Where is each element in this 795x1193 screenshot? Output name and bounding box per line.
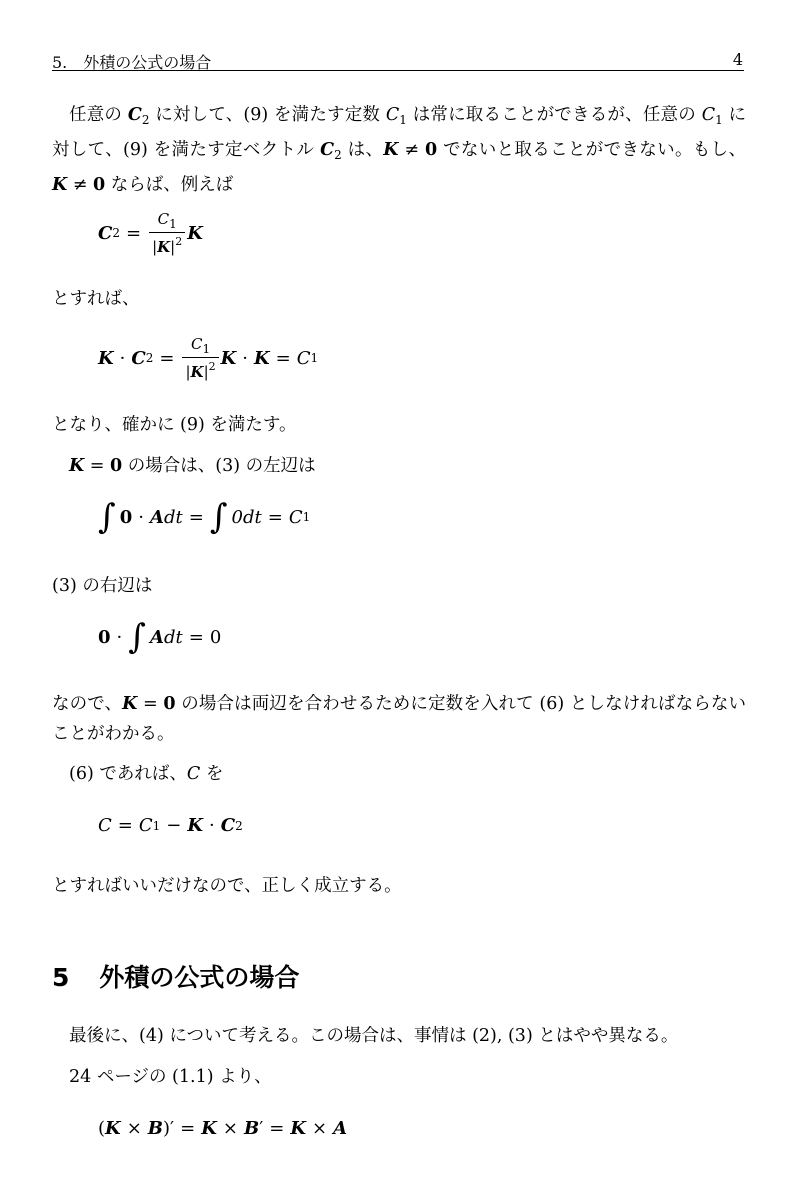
superscript: 2 (208, 360, 216, 373)
math-C: C (127, 105, 142, 125)
math-B: B (147, 1118, 163, 1139)
paragraph-7 (52, 759, 746, 789)
math-C: C (220, 815, 236, 836)
math-op: ) (163, 1118, 171, 1139)
text: の場合は両辺を合わせるために定数を入れて (6) としなければならないことがわかる。 (52, 694, 746, 744)
math-zero: 0 (209, 626, 222, 648)
math-C: C (701, 105, 716, 125)
math-K: K (105, 1118, 121, 1139)
math-C: C (288, 506, 303, 528)
subscript: 2 (141, 113, 150, 127)
math-C: C (186, 764, 201, 784)
subscript: 2 (334, 148, 342, 162)
numerator (188, 335, 213, 357)
math-dt: dt (163, 506, 183, 528)
math-K: K (52, 175, 68, 195)
math-op: = (269, 1118, 285, 1139)
equation-4 (98, 617, 222, 657)
integral-sign: ∫ (98, 497, 116, 537)
text: に対して、(9) を満たす定数 (149, 105, 386, 125)
text: (6) であれば、 (69, 764, 187, 784)
math-K: K (290, 1118, 307, 1139)
integral-sign: ∫ (128, 617, 146, 657)
text: 任意の (69, 105, 128, 125)
text: の場合は、(3) の左辺は (122, 456, 316, 476)
paragraph-4 (52, 451, 746, 481)
math-op: · (138, 506, 144, 528)
paragraph-6 (52, 689, 746, 749)
math-op: | (170, 238, 176, 256)
text: でないと取ることができない。もし、 (437, 140, 746, 160)
math-op: × (126, 1118, 142, 1139)
math-C: C (98, 222, 113, 244)
math-C: C (296, 347, 311, 369)
math-K: K (190, 363, 204, 381)
math-op: | (185, 363, 191, 381)
math-C: C (190, 335, 203, 353)
math-A: A (149, 626, 164, 648)
math-K: K (187, 222, 203, 244)
math-K: K (187, 815, 204, 836)
subscript: 1 (715, 113, 723, 127)
math-op: = (180, 1118, 196, 1139)
math-K: K (383, 140, 399, 160)
paragraph-3: となり、確かに (9) を満たす。 (52, 415, 297, 435)
math-C: C (157, 210, 170, 228)
equation-2 (98, 335, 318, 381)
equation-6 (98, 1118, 347, 1139)
subscript: 1 (202, 342, 211, 356)
math-K: K (201, 1118, 217, 1139)
subscript: 1 (310, 351, 319, 365)
math-A: A (333, 1118, 348, 1139)
equation-5 (98, 815, 243, 836)
math-zero-vector: 0 (110, 456, 123, 476)
math-K: K (157, 238, 171, 256)
page-number: 4 (732, 50, 743, 69)
math-op: × (312, 1118, 328, 1139)
math-op: = (188, 506, 204, 528)
math-C: C (320, 140, 335, 160)
superscript: 2 (175, 235, 183, 248)
fraction (149, 210, 185, 256)
math-zero-vector: 0 (93, 175, 106, 195)
math-op: · (119, 347, 126, 369)
subscript: 2 (112, 226, 120, 240)
math-C: C (138, 815, 153, 836)
math-op: | (203, 363, 209, 381)
math-prime: ′ (259, 1118, 264, 1139)
numerator (155, 210, 180, 232)
integral-sign: ∫ (209, 497, 228, 537)
math-op: ≠ (72, 175, 88, 195)
math-zero-vector: 0 (424, 140, 438, 160)
math-K: K (69, 456, 85, 476)
math-op: · (116, 626, 123, 648)
math-op: = (188, 626, 204, 648)
math-op: = (89, 456, 105, 476)
math-zero-vector: 0 (163, 694, 176, 714)
subscript: 2 (145, 351, 154, 365)
math-op: = (275, 347, 291, 369)
section-number: 5 (52, 963, 70, 992)
math-op: − (166, 815, 182, 836)
running-header-section: 5. 外積の公式の場合 (52, 53, 212, 72)
paragraph-10: 24 ページの (1.1) より、 (69, 1067, 272, 1087)
fraction (182, 335, 218, 381)
section-title: 外積の公式の場合 (99, 963, 300, 992)
math-C: C (385, 105, 400, 125)
math-K: K (98, 347, 114, 369)
subscript: 1 (302, 510, 311, 524)
math-K: K (122, 694, 138, 714)
math-op: = (125, 222, 142, 244)
text: に対して、(9) を満たす定ベクトル (52, 105, 746, 160)
math-K: K (220, 347, 237, 369)
math-op: ( (98, 1118, 106, 1139)
denominator (149, 232, 185, 256)
paragraph-1 (52, 100, 746, 200)
text: は、 (341, 140, 384, 160)
paragraph-2: とすれば、 (52, 289, 140, 309)
math-C: C (131, 347, 146, 369)
math-dt: 0dt (231, 506, 262, 528)
math-op: = (143, 694, 158, 714)
math-op: × (222, 1118, 238, 1139)
text: を (205, 764, 224, 784)
text: なので、 (52, 694, 123, 714)
math-zero-vector: 0 (98, 626, 111, 648)
section-heading (52, 958, 299, 994)
equation-3 (98, 497, 311, 537)
math-op: = (159, 347, 175, 369)
math-A: A (149, 506, 164, 528)
subscript: 1 (399, 113, 407, 127)
math-op: · (242, 347, 249, 369)
math-prime: ′ (170, 1118, 175, 1139)
math-dt: dt (163, 626, 183, 648)
math-K: K (254, 347, 270, 369)
paragraph-5: (3) の右辺は (52, 576, 153, 596)
math-op: = (267, 506, 283, 528)
subscript: 2 (235, 818, 243, 833)
text: ならば、例えば (105, 175, 234, 195)
text: は常に取ることができるが、任意の (406, 105, 702, 125)
subscript: 1 (152, 818, 161, 833)
math-op: | (152, 238, 158, 256)
math-op: · (209, 815, 215, 836)
equation-1 (98, 210, 203, 256)
paragraph-8: とすればいいだけなので、正しく成立する。 (52, 876, 402, 896)
math-op: = (117, 815, 133, 836)
denominator (182, 357, 218, 381)
paragraph-9: 最後に、(4) について考える。この場合は、事情は (2), (3) とはやや異なる。 (69, 1026, 679, 1046)
math-B: B (243, 1118, 260, 1139)
math-C: C (98, 815, 112, 836)
math-zero-vector: 0 (119, 506, 133, 528)
subscript: 1 (169, 217, 177, 231)
header-rule (52, 70, 744, 71)
math-op: ≠ (404, 140, 420, 160)
